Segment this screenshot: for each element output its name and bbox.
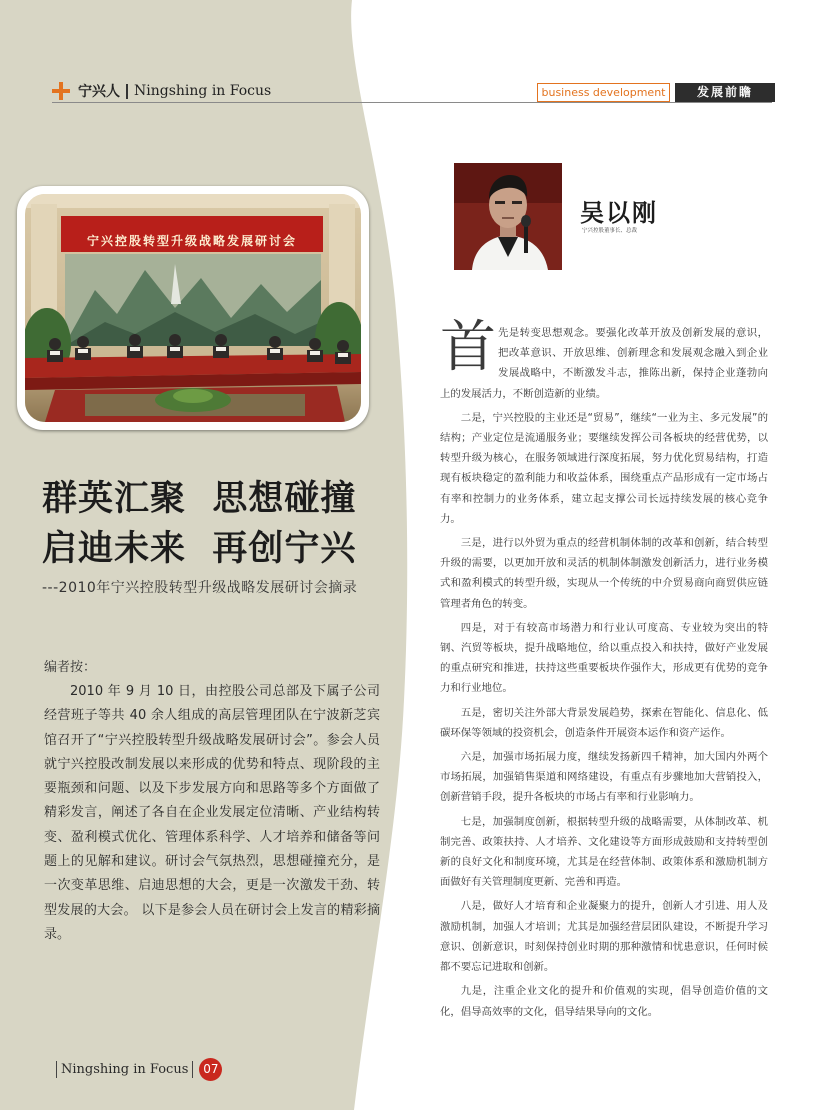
speaker-name: 吴以刚 (580, 199, 658, 227)
banner-text: 宁兴控股转型升级战略发展研讨会 (86, 234, 297, 248)
article-paragraph: 八是，做好人才培育和企业凝聚力的提升，创新人才引进、用人及激励机制，加强人才培训；尤其是加强经营层团队建设，不断提升学习意识、创新意识，时刻保持创业时期的那种激情和忧患意识，任何时候都不要忘记进取和创新。 (440, 900, 768, 974)
speaker-portrait-illustration (454, 163, 562, 270)
seminar-photo-frame (17, 186, 369, 430)
plus-logo-icon (52, 82, 70, 100)
subtitle: ---2010年宁兴控股转型升级战略发展研讨会摘录 (42, 580, 358, 596)
drop-cap: 首 (440, 315, 496, 380)
footer-separator-left (56, 1061, 57, 1078)
speaker-portrait (454, 163, 562, 270)
page-number: 07 (199, 1058, 222, 1081)
article-paragraph-text: 先是转变思想观念。要强化改革开放及创新发展的意识，把改革意识、开放思维、创新理念和发展观念融入到企业发展战略中，不断激发斗志，推陈出新，保持企业蓬勃向上的发展活力，不断创造新的业绩。 (440, 327, 768, 400)
article-paragraph: 五是，密切关注外部大背景发展趋势，探索在智能化、信息化、低碳环保等领域的投资机会，创造条件开展资本运作和资产运作。 (440, 706, 768, 739)
editor-note-label: 编者按： (44, 660, 97, 675)
article-body (440, 323, 768, 1026)
article-paragraph: 七是，加强制度创新，根据转型升级的战略需要，从体制改革、机制完善、政策扶持、人才培养、文化建设等方面形成鼓励和支持转型创新的良好文化和制度环境，尤其是在经营体制、政策体系和激励机制方面做好有关管理制度更新、完善和再造。 (440, 815, 768, 889)
brand-separator (126, 84, 128, 99)
drop-cap-space (440, 323, 498, 383)
speaker-title: 宁兴控股董事长、总裁 (582, 228, 638, 234)
seminar-photo (25, 194, 361, 422)
seminar-photo-illustration (25, 194, 361, 422)
headline (42, 474, 356, 574)
page-footer (52, 1058, 222, 1081)
article-paragraph (440, 323, 768, 404)
brand-cn: 宁兴人 (78, 84, 120, 100)
header-rule (52, 102, 772, 103)
headline-line-1: 群英汇聚 思想碰撞 (42, 479, 357, 519)
footer-magazine-name: Ningshing in Focus (61, 1062, 189, 1077)
article-paragraph: 六是，加强市场拓展力度，继续发扬新四千精神，加大国内外两个市场拓展，加强销售渠道和网络建设，有重点有步骤地加大营销投入，创新营销手段，提升各板块的市场占有率和行业影响力。 (440, 751, 768, 804)
footer-separator-right (192, 1061, 193, 1078)
article-paragraph: 九是，注重企业文化的提升和价值观的实现，倡导创造价值的文化，倡导高效率的文化，倡导结果导向的文化。 (440, 985, 768, 1018)
article-paragraph: 四是，对于有较高市场潜力和行业认可度高、专业较为突出的特钢、汽贸等板块，提升战略地位，给以重点投入和扶持，做好产业发展的重点研究和推进，扶持这些重要板块作强作大，形成更有优势的竞争力和行业地位。 (440, 621, 768, 695)
editor-note-body: 2010 年 9 月 10 日，由控股公司总部及下属子公司经营班子等共 40 余人组成的高层管理团队在宁波新芝宾馆召开了“宁兴控股转型升级战略发展研讨会”。参会人员就宁兴控股改制发展以来形成的优势和特点、现阶段的主要瓶颈和问题、以及下步发展方向和思路等多个方面做了精彩发言，阐述了各自在企业发展定位清晰、产业结构转变、盈利模式优化、管理体系科学、人才培养和储备等问题上的见解和建议。研讨会气氛热烈，思想碰撞充分，是一次变革思维、启迪思想的大会，更是一次激发干劲、转型发展的大会。 以下是参会人员在研讨会上发言的精彩摘录。 (44, 684, 380, 942)
article-paragraph: 二是，宁兴控股的主业还是“贸易”，继续“一业为主、多元发展”的结构；产业定位是流通服务业；要继续发挥公司各板块的经营优势，以转型升级为核心，在服务领域进行深度拓展，努力优化贸易结构，打造现有板块稳定的盈利能力和收益体系，围绕重点产品形成有一定市场占有率和控制力的业务体系，建立起支撑公司长远持续发展的核心竞争力。 (440, 411, 768, 525)
section-label-cn: 发展前瞻 (675, 83, 775, 102)
article-paragraph: 三是，进行以外贸为重点的经营机制体制的改革和创新，结合转型升级的需要，以更加开放和灵活的机制体制激发创新活力，进行业务模式和盈利模式的转型升级，实现从一个传统的中介贸易商向商贸供应链管理者角色的转变。 (440, 537, 768, 610)
section-label-en: business development (537, 83, 670, 102)
brand-en: Ningshing in Focus (134, 83, 272, 99)
headline-line-2: 启迪未来 再创宁兴 (42, 529, 357, 569)
magazine-brand (52, 80, 271, 102)
